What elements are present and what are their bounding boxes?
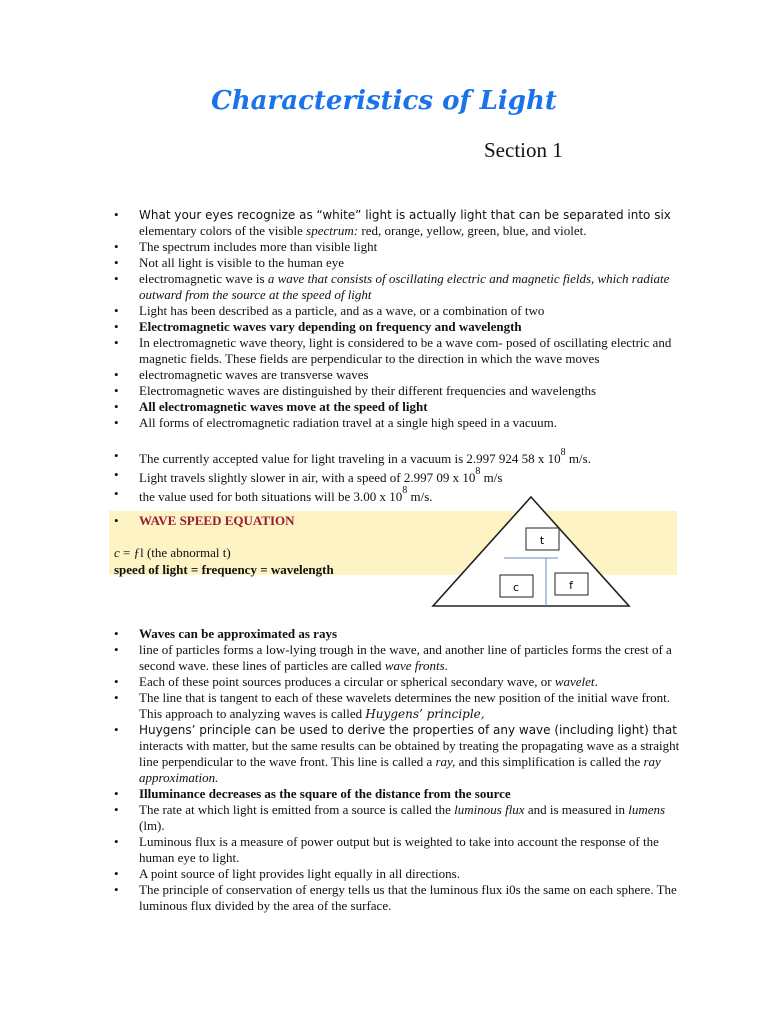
list-item-text: luminous flux [454,802,525,817]
list-item [0,467,680,486]
list-item-text: ray approximation. [139,754,661,785]
list-item-text: 8 [402,485,408,496]
list-item-text: Each of these point sources produces a circular or spherical secondary wave, or [139,674,555,689]
list-item-text: The spectrum includes more than visible light [139,239,378,254]
list-item-text: m/s. [565,451,591,466]
list-item [0,415,680,431]
equation-rest: = ƒl (the abnormal t) [119,545,231,560]
list-item [0,239,680,255]
list-item-text: All forms of electromagnetic radiation travel at a single high speed in a vacuum. [139,415,558,430]
list-item-text: electromagnetic waves are transverse waves [139,367,369,382]
wave-speed-heading [114,513,295,529]
triangle-label-left: c [512,581,520,594]
list-item-text: wave fronts [384,658,445,673]
list-item-text: . [444,658,448,673]
list-item [0,722,680,786]
list-item [0,303,680,319]
list-item [0,690,680,722]
list-item-text: spectrum: [306,223,359,238]
list-item-text: Electromagnetic waves are distinguished by their different frequencies and wavelengths [139,383,597,398]
list-item-text: m/s [480,470,503,485]
list-item-text: Illuminance decreases as the square of the distance from the source [139,786,511,801]
wave-speed-label: WAVE SPEED EQUATION [139,513,295,528]
list-item [0,367,680,383]
list-item-text: Not all light is visible to the human eye [139,255,345,270]
list-item-text: Luminous flux is a measure of power output but is weighted to take into account the response of the human eye to light. [139,834,659,865]
list-item-text: All electromagnetic waves move at the speed of light [139,399,428,414]
list-item-text: Waves can be approximated as rays [139,626,338,641]
bullet-list-intro [0,207,680,431]
list-item [0,642,680,674]
list-item-text: (lm). [139,818,165,833]
triangle-label-top: t [539,534,545,547]
wave-speed-equation [114,545,231,561]
list-item-text: 8 [475,466,481,477]
list-item-text: Light has been described as a particle, and as a wave, or a combination of two [139,303,545,318]
list-item [0,335,680,367]
list-item-text: The currently accepted value for light traveling in a vacuum is 2.997 924 58 x 10 [139,451,561,466]
list-item-text: red, orange, yellow, green, blue, and violet. [358,223,587,238]
wave-speed-definition: speed of light = frequency = wavelength [114,562,334,577]
list-item [0,834,680,866]
list-item [0,319,680,335]
list-item-text: The line that is tangent to each of these wavelets determines the new position of the initial wave front. This approach to analyzing waves is called [139,690,671,721]
list-item [0,786,680,802]
list-item [0,448,680,467]
list-item-text: What your eyes recognize as “white” light is actually light that can be separated into six [139,208,671,222]
list-item [0,626,680,642]
list-item [0,255,680,271]
list-item-text: 8 [560,447,566,458]
list-item-text: wavelet [554,674,595,689]
list-item-text: Huygens’ principle can be used to derive the properties of any wave (including light) that [139,723,677,737]
list-item [0,271,680,303]
list-item-text: a wave that consists of oscillating electric and magnetic fields, which radiate outward from the source at the speed of light [139,271,670,302]
list-item-text: The rate at which light is emitted from a source is called the [139,802,455,817]
list-item [0,882,680,914]
list-item-text: lumens [628,802,666,817]
list-item [0,674,680,690]
list-item [0,866,680,882]
list-item-text: electromagnetic wave is [139,271,268,286]
list-item-text: Huygens’ principle, [365,707,485,721]
list-item-text: Light travels slightly slower in air, with a speed of 2.997 09 x 10 [139,470,476,485]
list-item-text: m/s. [407,489,433,504]
list-item [0,207,680,239]
list-item [0,802,680,834]
equation-variable: c [114,545,120,560]
list-item [0,383,680,399]
list-item-text: . [594,674,598,689]
list-item-text: line of particles forms a low-lying trough in the wave, and another line of particles forms the crest of a second wave. these lines of particles are called [139,642,672,673]
list-item [0,399,680,415]
list-item-text: the value used for both situations will be 3.00 x 10 [139,489,403,504]
bullet-list-rays [0,626,680,914]
list-item-text: In electromagnetic wave theory, light is considered to be a wave com- posed of oscillating electric and magnetic fields. These fields are perpendicular to the direction in which the wave moves [139,335,672,366]
section-heading: Section 1 [484,138,563,162]
bullet-icon: • [114,513,119,528]
list-item-text: The principle of conservation of energy tells us that the luminous flux i0s the same on each sphere. The luminous flux divided by the area of the surface. [139,882,677,913]
list-item-text: Electromagnetic waves vary depending on frequency and wavelength [139,319,522,334]
wave-speed-triangle-diagram [430,494,632,610]
list-item-text: ray, [435,754,456,769]
page-title: Characteristics of Light [211,86,557,116]
list-item-text: A point source of light provides light equally in all directions. [139,866,460,881]
list-item-text: elementary colors of the visible [139,223,307,238]
list-item-text: and this simplification is called the [455,754,644,769]
triangle-label-right: f [569,579,573,592]
list-item-text: interacts with matter, but the same results can be obtained by treating the propagating wave as a straight line perpendicular to the wave front. This line is called a [139,738,680,769]
list-item-text: and is measured in [524,802,629,817]
